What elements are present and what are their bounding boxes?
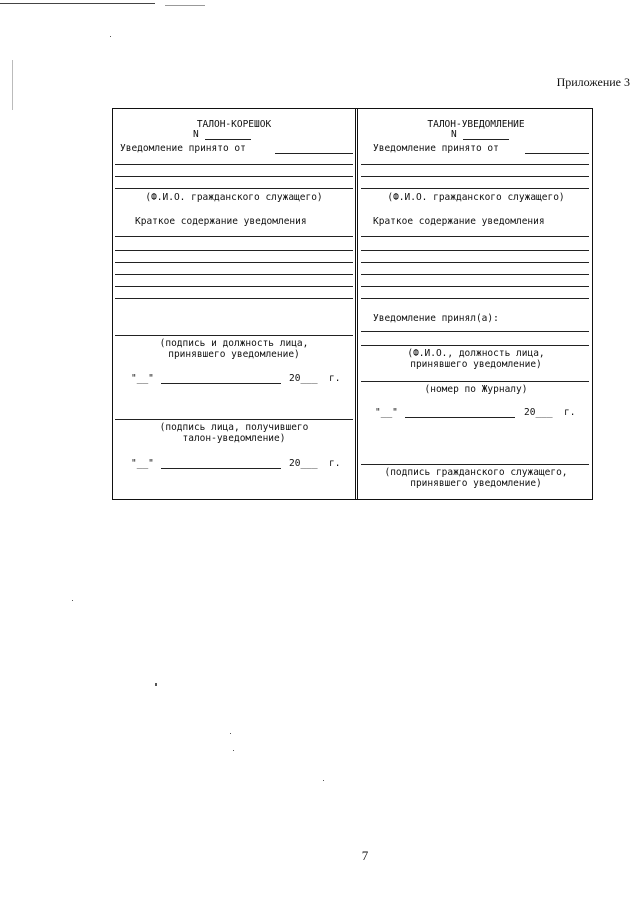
stub-date2-year-suffix: г. (329, 458, 341, 469)
notification-coupon-form (112, 108, 593, 500)
notice-title: ТАЛОН-УВЕДОМЛЕНИЕ (427, 119, 525, 130)
notice-journal-caption: (номер по Журналу) (424, 384, 528, 395)
notice-fio-caption: (Ф.И.О. гражданского служащего) (387, 192, 565, 203)
page-number: 7 (361, 848, 369, 863)
notice-summary-label: Краткое содержание уведомления (373, 216, 545, 227)
stub-number-label: N (193, 129, 199, 140)
notice-fio-position-caption: принявшего уведомление) (410, 359, 542, 370)
stub-date-quote: "__" (131, 373, 154, 384)
stub-received-from: Уведомление принято от (120, 143, 246, 154)
stub-summary-line (115, 262, 353, 263)
stub-fio-line (115, 164, 353, 165)
stub-date2-month-line (161, 468, 281, 469)
stub-number-line (205, 139, 251, 140)
notice-received-from-line (525, 153, 589, 154)
scan-speck (230, 733, 231, 734)
notice-summary-line (361, 262, 589, 263)
stub-fio-caption: (Ф.И.О. гражданского служащего) (145, 192, 323, 203)
notice-summary-line (361, 286, 589, 287)
stub-summary-label: Краткое содержание уведомления (135, 216, 307, 227)
stub-signature-caption: (подпись и должность лица, (159, 338, 309, 349)
notice-fio-line (361, 188, 589, 189)
notice-number-label: N (451, 129, 457, 140)
notice-accepted-label: Уведомление принял(а): (373, 313, 499, 324)
scan-artifact-line (0, 3, 155, 4)
stub-date-month-line (161, 383, 281, 384)
notice-summary-line (361, 250, 589, 251)
notice-summary-line (361, 236, 589, 237)
scan-speck (72, 600, 73, 601)
notice-servant-signature-caption: принявшего уведомление) (410, 478, 542, 489)
stub-summary-line (115, 298, 353, 299)
stub-received-from-line (275, 153, 353, 154)
stub-recipient-caption: талон-уведомление) (182, 433, 286, 444)
stub-date-year-suffix: г. (329, 373, 341, 384)
stub-fio-line (115, 188, 353, 189)
stub-signature-line (115, 335, 353, 336)
stub-fio-line (115, 176, 353, 177)
scan-speck (12, 60, 13, 110)
notice-fio-line (361, 176, 589, 177)
notice-journal-line (361, 381, 589, 382)
scan-speck (233, 750, 234, 751)
scan-speck (155, 683, 157, 686)
stub-summary-line (115, 274, 353, 275)
column-divider (355, 109, 356, 499)
stub-recipient-caption: (подпись лица, получившего (159, 422, 309, 433)
stub-date2-year: 20___ (289, 458, 318, 469)
appendix-label: Приложение 3 (556, 75, 630, 89)
notice-fio-line (361, 164, 589, 165)
notice-summary-line (361, 274, 589, 275)
stub-date2-quote: "__" (131, 458, 154, 469)
stub-recipient-signature-line (115, 419, 353, 420)
column-divider (357, 109, 358, 499)
notice-date-year-suffix: г. (564, 407, 576, 418)
notice-date-month-line (405, 417, 515, 418)
stub-title: ТАЛОН-КОРЕШОК (196, 119, 272, 130)
notice-accepted-line (361, 345, 589, 346)
notice-servant-signature-line (361, 464, 589, 465)
notice-date-quote: "__" (375, 407, 398, 418)
stub-summary-line (115, 286, 353, 287)
notice-date-year: 20___ (524, 407, 553, 418)
notice-accepted-line (361, 331, 589, 332)
notice-summary-line (361, 298, 589, 299)
notice-servant-signature-caption: (подпись гражданского служащего, (384, 467, 568, 478)
stub-date-year: 20___ (289, 373, 318, 384)
stub-summary-line (115, 250, 353, 251)
scan-speck (110, 36, 111, 37)
stub-summary-line (115, 236, 353, 237)
notice-fio-position-caption: (Ф.И.О., должность лица, (407, 348, 545, 359)
scan-speck (323, 780, 324, 781)
scan-artifact-line (165, 5, 205, 6)
stub-signature-caption: принявшего уведомление) (168, 349, 300, 360)
notice-received-from: Уведомление принято от (373, 143, 499, 154)
notice-number-line (463, 139, 509, 140)
